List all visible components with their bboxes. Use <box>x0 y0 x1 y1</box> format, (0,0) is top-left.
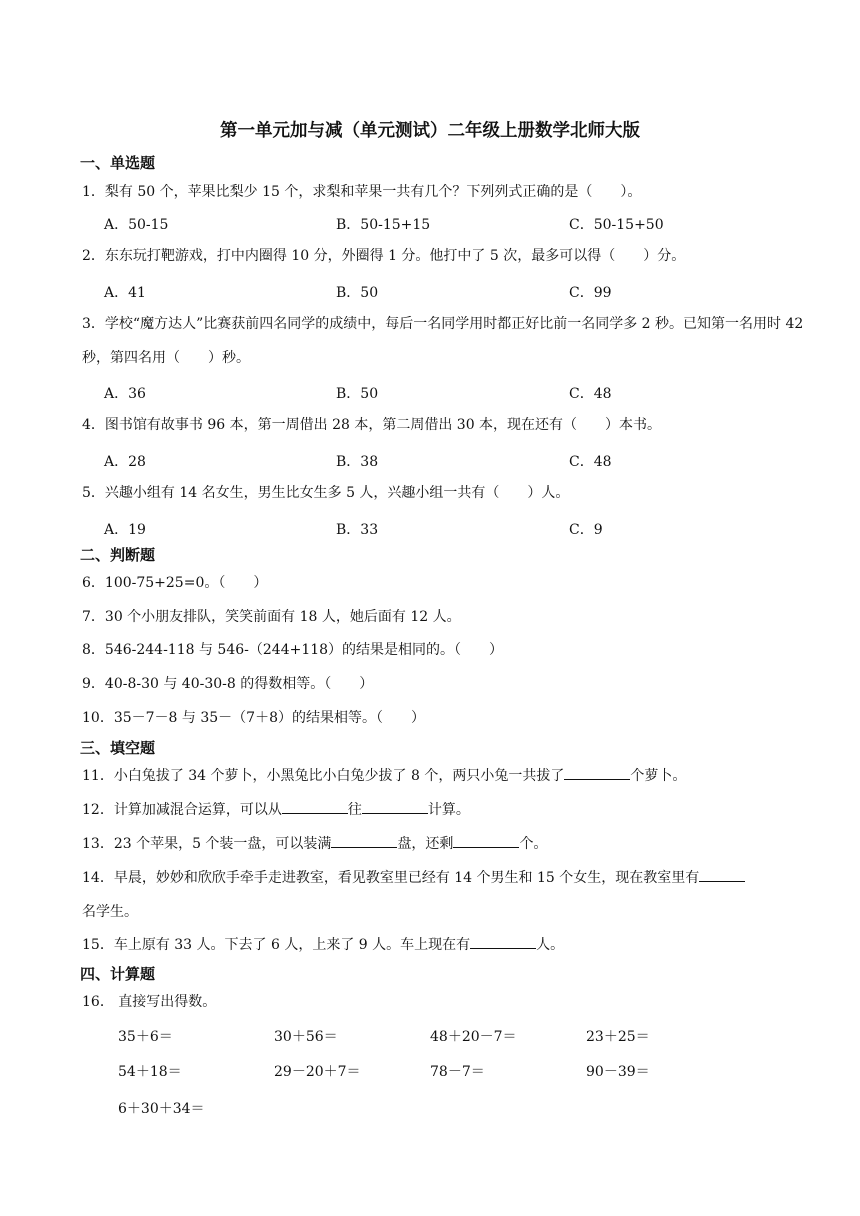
option-c: C．48 <box>569 454 612 470</box>
option-c: C．48 <box>569 386 612 402</box>
answer-blank[interactable] <box>699 867 745 882</box>
question-14 <box>82 862 812 894</box>
question-14-cont: 名学生。 <box>82 904 138 920</box>
question-text: 13．23 个苹果，5 个装一盘，可以装满 <box>82 836 332 852</box>
question-12 <box>82 794 812 826</box>
calc-item: 6＋30＋34＝ <box>118 1101 205 1117</box>
question-text: 个萝卜。 <box>630 768 687 784</box>
question-15 <box>82 929 812 961</box>
option-a: A．28 <box>104 454 146 470</box>
option-c: C．9 <box>569 522 603 538</box>
page-title: 第一单元加与减（单元测试）二年级上册数学北师大版 <box>220 121 640 141</box>
option-c: C．99 <box>569 285 612 301</box>
question-8: 8．546-244-118 与 546-（244+118）的结果是相同的。（ ） <box>82 642 504 658</box>
question-text: 15．车上原有 33 人。下去了 6 人，上来了 9 人。车上现在有 <box>82 937 471 953</box>
question-text: 个。 <box>519 836 548 852</box>
answer-blank[interactable] <box>564 765 630 780</box>
section-heading-fill-in: 三、填空题 <box>80 739 156 757</box>
calc-item: 48＋20－7＝ <box>430 1029 517 1045</box>
question-text: 计算。 <box>427 802 470 818</box>
options-2 <box>104 282 804 302</box>
option-b: B．50 <box>336 285 379 301</box>
option-a: A．41 <box>104 285 146 301</box>
option-a: A．36 <box>104 386 146 402</box>
calc-item: 90－39＝ <box>586 1064 650 1080</box>
question-text: 盘，还剩 <box>397 836 454 852</box>
question-7: 7．30 个小朋友排队，笑笑前面有 18 人，她后面有 12 人。 <box>82 609 461 625</box>
question-3: 3．学校“魔方达人”比赛获前四名同学的成绩中，每后一名同学用时都正好比前一名同学多 2 秒。已知第一名用时 42 秒，第四名用（ ）秒。 <box>82 316 804 366</box>
answer-blank[interactable] <box>362 799 428 814</box>
calc-item: 78－7＝ <box>430 1064 485 1080</box>
question-6: 6．100-75+25=0。（ ） <box>82 575 268 591</box>
options-5 <box>104 519 804 539</box>
calc-item: 54＋18＝ <box>118 1064 182 1080</box>
calc-item: 23＋25＝ <box>586 1029 650 1045</box>
section-heading-judgement: 二、判断题 <box>80 546 156 564</box>
answer-blank[interactable] <box>470 934 536 949</box>
question-2: 2．东东玩打靶游戏，打中内圈得 10 分，外圈得 1 分。他打中了 5 次，最多可以得（ ）分。 <box>82 248 686 264</box>
question-text: 12．计算加减混合运算，可以从 <box>82 802 282 818</box>
question-10: 10．35－7－8 与 35－（7＋8）的结果相等。（ ） <box>82 710 425 726</box>
section-heading-calculation: 四、计算题 <box>80 965 156 983</box>
question-16: 16． 直接写出得数。 <box>82 994 217 1010</box>
option-c: C．50-15+50 <box>569 217 664 233</box>
calc-item: 30＋56＝ <box>274 1029 338 1045</box>
question-4: 4．图书馆有故事书 96 本，第一周借出 28 本，第二周借出 30 本，现在还有（ ）本书。 <box>82 417 662 433</box>
section-heading-single-choice: 一、单选题 <box>80 154 156 172</box>
question-5: 5．兴趣小组有 14 名女生，男生比女生多 5 人，兴趣小组一共有（ ）人。 <box>82 485 570 501</box>
question-11 <box>82 760 812 792</box>
option-a: A．50-15 <box>104 217 169 233</box>
option-a: A．19 <box>104 522 146 538</box>
calc-item: 29－20＋7＝ <box>274 1064 361 1080</box>
options-4 <box>104 451 804 471</box>
question-text: 人。 <box>536 937 565 953</box>
options-1 <box>104 214 804 234</box>
question-text: 14．早晨，妙妙和欣欣手牵手走进教室，看见教室里已经有 14 个男生和 15 个女生，现在教室里有 <box>82 870 700 886</box>
options-3 <box>104 383 804 403</box>
question-text: 11．小白兔拔了 34 个萝卜，小黑兔比小白兔少拔了 8 个，两只小兔一共拔了 <box>82 768 565 784</box>
answer-blank[interactable] <box>282 799 348 814</box>
calc-item: 35＋6＝ <box>118 1029 173 1045</box>
answer-blank[interactable] <box>331 833 397 848</box>
option-b: B．38 <box>336 454 379 470</box>
question-1: 1．梨有 50 个，苹果比梨少 15 个，求梨和苹果一共有几个？下列列式正确的是（ ）。 <box>82 184 642 200</box>
question-9: 9．40-8-30 与 40-30-8 的得数相等。（ ） <box>82 676 374 692</box>
option-b: B．33 <box>336 522 379 538</box>
option-b: B．50 <box>336 386 379 402</box>
option-b: B．50-15+15 <box>336 217 431 233</box>
question-text: 往 <box>347 802 362 818</box>
question-13 <box>82 828 812 860</box>
answer-blank[interactable] <box>453 833 519 848</box>
